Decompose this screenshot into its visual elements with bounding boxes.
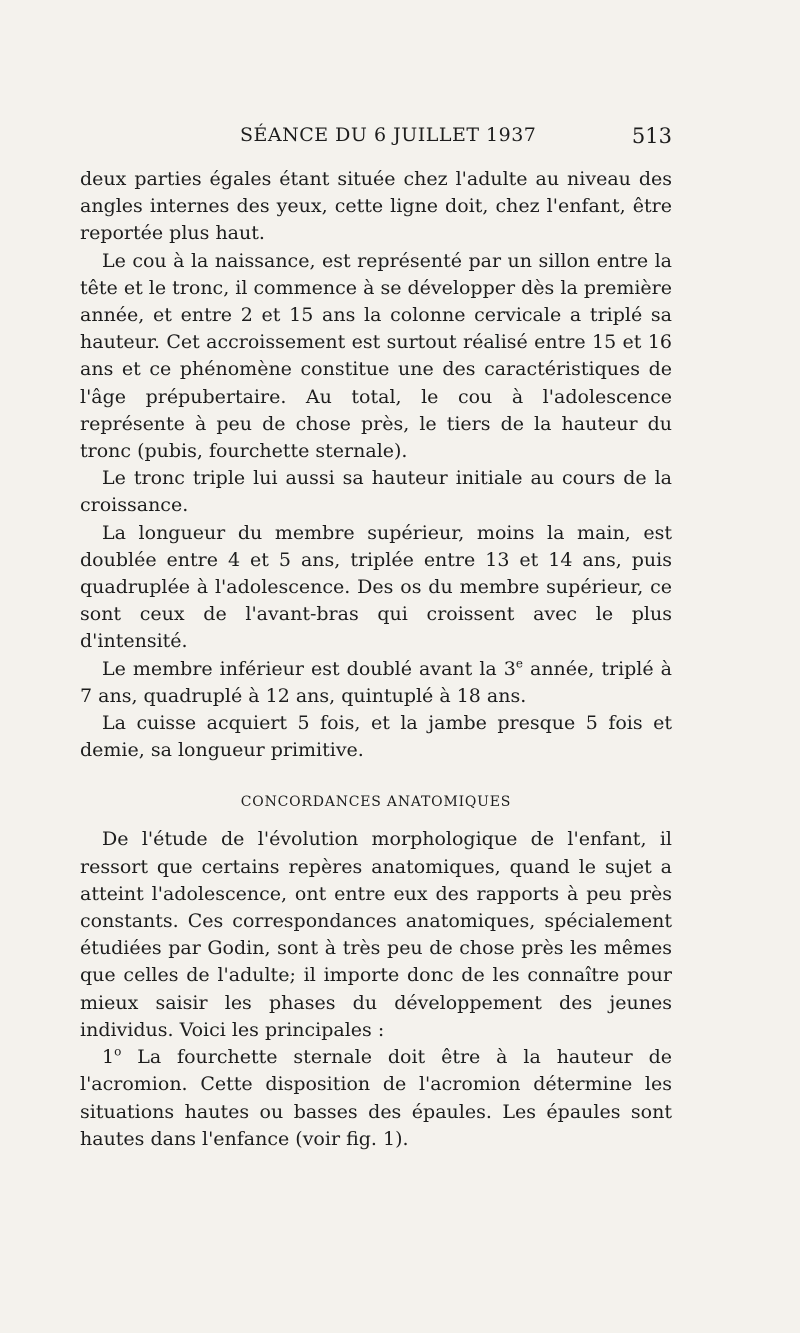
- paragraph: De l'étude de l'évolution morphologique de l'enfant, il ressort que certains repères anatomiques, quand le sujet a atteint l'adolescence, ont entre eux des rapports à peu près constants. Ces correspondances anatomiques, spécialement étudiées par Godin, sont à très peu de chose près les mêmes que celles de l'adulte; il importe donc de les connaître pour mieux saisir les phases du développement des jeunes individus. Voici les principales :: [80, 828, 672, 1041]
- paragraph-text: La fourchette sternale doit être à la hauteur de l'acromion. Cette disposition de l'acromion détermine les situations hautes ou basses des épaules. Les épaules sont hautes dans l'enfance (voir fig. 1).: [80, 1046, 672, 1150]
- paragraph: Le cou à la naissance, est représenté par un sillon entre la tête et le tronc, il commence à se développer dès la première année, et entre 2 et 15 ans la colonne cervicale a triplé sa hauteur. Cet accroissement est surtout réalisé entre 15 et 16 ans et ce phénomène constitue une des caractéristiques de l'âge prépubertaire. Au total, le cou à l'adolescence représente à peu de chose près, le tiers de la hauteur du tronc (pubis, fourchette sternale).: [80, 249, 672, 463]
- paragraph: Le tronc triple lui aussi sa hauteur initiale au cours de la croissance.: [80, 467, 672, 517]
- superscript: o: [114, 1044, 122, 1059]
- page-header: [80, 124, 672, 154]
- paragraph-text: année, triplé à 7 ans, quadruplé à 12 ans, quintuplé à 18 ans.: [80, 657, 672, 707]
- paragraph: La cuisse acquiert 5 fois, et la jambe presque 5 fois et demie, sa longueur primitive.: [80, 712, 672, 762]
- paragraph: La longueur du membre supérieur, moins la main, est doublée entre 4 et 5 ans, triplée entre 13 et 14 ans, puis quadruplée à l'adolescence. Des os du membre supérieur, ce sont ceux de l'avant-bras qui croissent avec le plus d'intensité.: [80, 521, 672, 653]
- running-title: SÉANCE DU 6 JUILLET 1937: [240, 124, 537, 146]
- paragraph: [80, 656, 672, 710]
- paragraph: deux parties égales étant située chez l'adulte au niveau des angles internes des yeux, cette ligne doit, chez l'enfant, être reportée plus haut.: [80, 168, 672, 245]
- superscript: e: [515, 656, 523, 671]
- page-number: 513: [631, 124, 672, 148]
- body-text: [80, 166, 672, 1153]
- list-number: 1: [102, 1046, 115, 1069]
- paragraph: [80, 1044, 672, 1153]
- paragraph-text: Le membre inférieur est doublé avant la 3: [102, 657, 516, 680]
- section-heading: CONCORDANCES ANATOMIQUES: [240, 794, 512, 811]
